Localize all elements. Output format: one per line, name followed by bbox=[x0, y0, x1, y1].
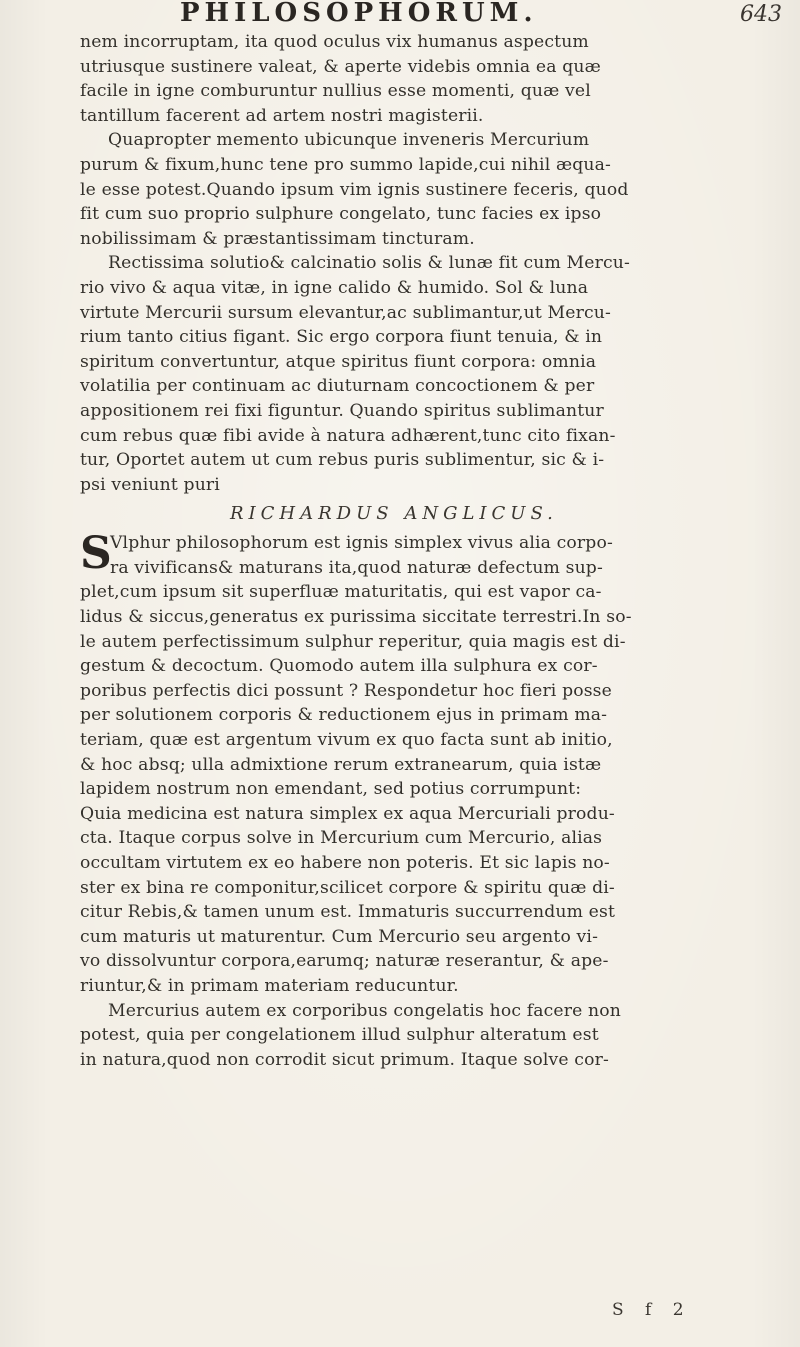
signature-mark: S f 2 bbox=[612, 1300, 692, 1320]
text-line: nobilissimam & præstantissimam tincturam. bbox=[80, 228, 475, 249]
text-line: Quia medicina est natura simplex ex aqua Mercuriali produ- bbox=[80, 803, 615, 824]
text-line: utriusque sustinere valeat, & aperte videbis omnia ea quæ bbox=[80, 56, 601, 77]
text-line: & hoc absq; ulla admixtione rerum extranearum, quia istæ bbox=[80, 754, 602, 775]
text-line: rio vivo & aqua vitæ, in igne calido & humido. Sol & luna bbox=[80, 277, 589, 298]
section-heading: RICHARDUS ANGLICUS. bbox=[230, 503, 558, 525]
text-line: cta. Itaque corpus solve in Mercurium cum Mercurio, alias bbox=[80, 828, 603, 849]
text-line: le autem perfectissimum sulphur reperitur, quia magis est di- bbox=[80, 631, 626, 652]
page-header bbox=[90, 0, 790, 30]
text-line: le esse potest.Quando ipsum vim ignis sustinere feceris, quod bbox=[80, 179, 629, 200]
text-line: fit cum suo proprio sulphure congelato, tunc facies ex ipso bbox=[80, 204, 602, 225]
text-line: cum rebus quæ fibi avide à natura adhærent,tunc cito fixan- bbox=[80, 425, 616, 446]
running-title: PHILOSOPHORUM. bbox=[180, 0, 538, 28]
text-line: lapidem nostrum non emendant, sed potius corrumpunt: bbox=[80, 779, 582, 800]
text-line: tantillum facerent ad artem nostri magisterii. bbox=[80, 105, 484, 126]
text-line: nem incorruptam, ita quod oculus vix humanus aspectum bbox=[80, 32, 589, 52]
text-line: Vlphur philosophorum est ignis simplex vivus alia corpo- bbox=[110, 533, 613, 554]
text-line: teriam, quæ est argentum vivum ex quo facta sunt ab initio, bbox=[80, 730, 613, 751]
text-line: occultam virtutem ex eo habere non poteris. Et sic lapis no- bbox=[80, 853, 610, 873]
text-line: volatilia per continuam ac diuturnam concoctionem & per bbox=[80, 376, 595, 397]
text-line: in natura,quod non corrodit sicut primum. Itaque solve cor- bbox=[80, 1049, 609, 1070]
text-line: potest, quia per congelationem illud sulphur alteratum est bbox=[80, 1025, 599, 1046]
text-line: purum & fixum,hunc tene pro summo lapide,cui nihil æqua- bbox=[80, 154, 611, 175]
text-line: ra vivificans& maturans ita,quod naturæ defectum sup- bbox=[110, 557, 603, 578]
text-line: ster ex bina re componitur,scilicet corpore & spiritu quæ di- bbox=[80, 877, 615, 898]
text-line: appositionem rei fixi figuntur. Quando spiritus sublimantur bbox=[80, 400, 604, 421]
text-line: plet,cum ipsum sit superfluæ maturitatis, qui est vapor ca- bbox=[80, 582, 602, 603]
text-line: rium tanto citius figant. Sic ergo corpora fiunt tenuia, & in bbox=[80, 327, 603, 348]
text-line: spiritum convertuntur, atque spiritus fiunt corpora: omnia bbox=[80, 351, 597, 372]
text-line: citur Rebis,& tamen unum est. Immaturis succurrendum est bbox=[80, 902, 616, 923]
text-line: Mercurius autem ex corporibus congelatis hoc facere non bbox=[108, 1000, 621, 1021]
text-line: lidus & siccus,generatus ex purissima siccitate terrestri.In so- bbox=[80, 607, 632, 628]
text-line: poribus perfectis dici possunt ? Respondetur hoc fieri posse bbox=[80, 680, 612, 701]
text-line: gestum & decoctum. Quomodo autem illa sulphura ex cor- bbox=[80, 656, 598, 677]
text-line: riuntur,& in primam materiam reducuntur. bbox=[80, 975, 459, 996]
text-line: per solutionem corporis & reductionem ejus in primam ma- bbox=[80, 705, 608, 726]
text-line: facile in igne comburuntur nullius esse momenti, quæ vel bbox=[80, 81, 591, 102]
paragraph-mercurium bbox=[80, 128, 790, 251]
body-text bbox=[80, 30, 790, 1072]
paragraph-mercurius bbox=[80, 999, 790, 1073]
page-number: 643 bbox=[740, 2, 782, 27]
text-line: Quapropter memento ubicunque inveneris Mercurium bbox=[108, 130, 590, 151]
drop-capital: S bbox=[80, 528, 112, 580]
text-line: psi veniunt puri bbox=[80, 474, 220, 495]
paragraph-solutio bbox=[80, 251, 790, 497]
text-line: tur, Oportet autem ut cum rebus puris sublimentur, sic & i- bbox=[80, 450, 605, 471]
paragraph-sulphur bbox=[80, 528, 790, 998]
text-line: cum maturis ut maturentur. Cum Mercurio seu argento vi- bbox=[80, 926, 599, 947]
text-line: vo dissolvuntur corpora,earumq; naturæ reserantur, & ape- bbox=[80, 951, 609, 972]
text-line: Rectissima solutio& calcinatio solis & lunæ fit cum Mercu- bbox=[108, 253, 630, 274]
text-line: virtute Mercurii sursum elevantur,ac sublimantur,ut Mercu- bbox=[80, 302, 611, 323]
paragraph-continued bbox=[80, 30, 790, 128]
